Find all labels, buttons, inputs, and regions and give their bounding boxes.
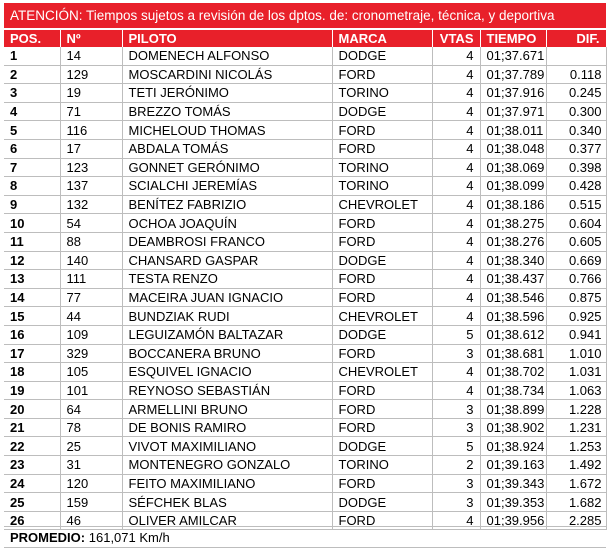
cell-number: 120 <box>60 474 122 493</box>
cell-brand: FORD <box>332 214 432 233</box>
cell-pos: 8 <box>4 177 60 196</box>
cell-brand: TORINO <box>332 456 432 475</box>
cell-time: 01;38.902 <box>480 418 546 437</box>
cell-driver: LEGUIZAMÓN BALTAZAR <box>122 325 332 344</box>
table-row <box>4 139 606 158</box>
cell-driver: DOMENECH ALFONSO <box>122 47 332 65</box>
cell-time: 01;38.011 <box>480 121 546 140</box>
cell-diff: 2.285 <box>546 511 606 530</box>
notice-banner: ATENCIÓN: Tiempos sujetos a revisión de los dptos. de: cronometraje, técnica, y deportiva <box>4 3 606 28</box>
cell-diff: 1.492 <box>546 456 606 475</box>
cell-time: 01;37.916 <box>480 84 546 103</box>
cell-time: 01;39.343 <box>480 474 546 493</box>
cell-pos: 17 <box>4 344 60 363</box>
cell-pos: 1 <box>4 47 60 65</box>
cell-driver: BREZZO TOMÁS <box>122 102 332 121</box>
cell-brand: TORINO <box>332 158 432 177</box>
cell-driver: BENÍTEZ FABRIZIO <box>122 195 332 214</box>
cell-brand: DODGE <box>332 251 432 270</box>
cell-driver: ARMELLINI BRUNO <box>122 400 332 419</box>
cell-time: 01;38.437 <box>480 270 546 289</box>
cell-diff: 0.515 <box>546 195 606 214</box>
cell-brand: DODGE <box>332 325 432 344</box>
table-row <box>4 270 606 289</box>
cell-time: 01;38.048 <box>480 139 546 158</box>
cell-driver: GONNET GERÓNIMO <box>122 158 332 177</box>
cell-brand: FORD <box>332 400 432 419</box>
cell-time: 01;38.546 <box>480 288 546 307</box>
cell-time: 01;39.163 <box>480 456 546 475</box>
cell-number: 54 <box>60 214 122 233</box>
table-row <box>4 251 606 270</box>
cell-time: 01;37.671 <box>480 47 546 65</box>
cell-laps: 4 <box>432 177 480 196</box>
cell-driver: BOCCANERA BRUNO <box>122 344 332 363</box>
cell-number: 78 <box>60 418 122 437</box>
cell-number: 77 <box>60 288 122 307</box>
cell-brand: DODGE <box>332 437 432 456</box>
cell-driver: ESQUIVEL IGNACIO <box>122 363 332 382</box>
cell-laps: 4 <box>432 121 480 140</box>
cell-time: 01;37.789 <box>480 65 546 84</box>
cell-time: 01;38.899 <box>480 400 546 419</box>
cell-driver: OLIVER AMILCAR <box>122 511 332 530</box>
table-row <box>4 344 606 363</box>
cell-time: 01;38.612 <box>480 325 546 344</box>
cell-diff: 0.340 <box>546 121 606 140</box>
cell-laps: 4 <box>432 232 480 251</box>
cell-driver: SCIALCHI JEREMÍAS <box>122 177 332 196</box>
col-header-time: TIEMPO <box>480 30 546 47</box>
table-row <box>4 158 606 177</box>
col-header-driver: PILOTO <box>122 30 332 47</box>
table-row <box>4 307 606 326</box>
cell-laps: 3 <box>432 418 480 437</box>
table-row <box>4 400 606 419</box>
table-row <box>4 381 606 400</box>
cell-time: 01;38.924 <box>480 437 546 456</box>
table-row <box>4 363 606 382</box>
cell-pos: 4 <box>4 102 60 121</box>
cell-diff: 0.875 <box>546 288 606 307</box>
cell-brand: DODGE <box>332 493 432 512</box>
cell-number: 159 <box>60 493 122 512</box>
table-row <box>4 493 606 512</box>
cell-brand: TORINO <box>332 84 432 103</box>
cell-diff: 1.231 <box>546 418 606 437</box>
cell-driver: ABDALA TOMÁS <box>122 139 332 158</box>
cell-driver: CHANSARD GASPAR <box>122 251 332 270</box>
cell-pos: 13 <box>4 270 60 289</box>
cell-pos: 14 <box>4 288 60 307</box>
cell-driver: DEAMBROSI FRANCO <box>122 232 332 251</box>
cell-laps: 4 <box>432 158 480 177</box>
cell-brand: FORD <box>332 474 432 493</box>
cell-laps: 4 <box>432 511 480 530</box>
cell-time: 01;37.971 <box>480 102 546 121</box>
cell-brand: FORD <box>332 381 432 400</box>
cell-laps: 3 <box>432 474 480 493</box>
cell-number: 105 <box>60 363 122 382</box>
cell-driver: MOSCARDINI NICOLÁS <box>122 65 332 84</box>
cell-diff: 0.118 <box>546 65 606 84</box>
col-header-laps: VTAS <box>432 30 480 47</box>
cell-diff: 1.031 <box>546 363 606 382</box>
cell-driver: FEITO MAXIMILIANO <box>122 474 332 493</box>
cell-pos: 6 <box>4 139 60 158</box>
col-header-number: Nº <box>60 30 122 47</box>
cell-diff: 0.766 <box>546 270 606 289</box>
cell-driver: TETI JERÓNIMO <box>122 84 332 103</box>
cell-laps: 4 <box>432 288 480 307</box>
cell-driver: VIVOT MAXIMILIANO <box>122 437 332 456</box>
cell-number: 329 <box>60 344 122 363</box>
cell-laps: 4 <box>432 195 480 214</box>
cell-pos: 19 <box>4 381 60 400</box>
table-row <box>4 84 606 103</box>
cell-number: 101 <box>60 381 122 400</box>
cell-pos: 21 <box>4 418 60 437</box>
cell-number: 123 <box>60 158 122 177</box>
cell-pos: 16 <box>4 325 60 344</box>
cell-pos: 22 <box>4 437 60 456</box>
cell-number: 25 <box>60 437 122 456</box>
cell-pos: 15 <box>4 307 60 326</box>
cell-laps: 4 <box>432 84 480 103</box>
cell-pos: 23 <box>4 456 60 475</box>
cell-number: 14 <box>60 47 122 65</box>
cell-driver: OCHOA JOAQUÍN <box>122 214 332 233</box>
table-row <box>4 102 606 121</box>
cell-number: 31 <box>60 456 122 475</box>
cell-brand: FORD <box>332 270 432 289</box>
cell-pos: 3 <box>4 84 60 103</box>
cell-diff: 0.377 <box>546 139 606 158</box>
cell-brand: FORD <box>332 288 432 307</box>
cell-number: 137 <box>60 177 122 196</box>
cell-diff: 0.941 <box>546 325 606 344</box>
cell-pos: 18 <box>4 363 60 382</box>
cell-number: 111 <box>60 270 122 289</box>
cell-diff: 0.398 <box>546 158 606 177</box>
cell-brand: FORD <box>332 511 432 530</box>
cell-number: 132 <box>60 195 122 214</box>
average-speed <box>4 526 606 548</box>
cell-number: 17 <box>60 139 122 158</box>
cell-diff: 0.300 <box>546 102 606 121</box>
cell-pos: 26 <box>4 511 60 530</box>
cell-pos: 20 <box>4 400 60 419</box>
cell-brand: DODGE <box>332 47 432 65</box>
cell-laps: 5 <box>432 437 480 456</box>
table-row <box>4 288 606 307</box>
average-label: PROMEDIO: <box>10 530 86 545</box>
cell-driver: MONTENEGRO GONZALO <box>122 456 332 475</box>
table-row <box>4 232 606 251</box>
table-row <box>4 47 606 65</box>
cell-laps: 4 <box>432 214 480 233</box>
cell-pos: 25 <box>4 493 60 512</box>
cell-diff: 0.925 <box>546 307 606 326</box>
cell-number: 109 <box>60 325 122 344</box>
cell-laps: 4 <box>432 47 480 65</box>
cell-diff: 1.672 <box>546 474 606 493</box>
table-row <box>4 325 606 344</box>
cell-brand: FORD <box>332 65 432 84</box>
cell-brand: FORD <box>332 344 432 363</box>
cell-number: 46 <box>60 511 122 530</box>
cell-brand: FORD <box>332 232 432 251</box>
table-header-row <box>4 30 606 47</box>
cell-time: 01;38.276 <box>480 232 546 251</box>
cell-diff: 0.604 <box>546 214 606 233</box>
cell-time: 01;39.956 <box>480 511 546 530</box>
table-row <box>4 418 606 437</box>
cell-brand: FORD <box>332 418 432 437</box>
cell-driver: TESTA RENZO <box>122 270 332 289</box>
cell-brand: CHEVROLET <box>332 195 432 214</box>
cell-brand: FORD <box>332 121 432 140</box>
cell-diff: 1.063 <box>546 381 606 400</box>
cell-diff: 0.428 <box>546 177 606 196</box>
cell-number: 140 <box>60 251 122 270</box>
cell-time: 01;38.069 <box>480 158 546 177</box>
cell-laps: 4 <box>432 251 480 270</box>
cell-brand: CHEVROLET <box>332 363 432 382</box>
table-row <box>4 474 606 493</box>
cell-diff: 0.669 <box>546 251 606 270</box>
cell-diff: 1.010 <box>546 344 606 363</box>
cell-pos: 7 <box>4 158 60 177</box>
cell-time: 01;38.734 <box>480 381 546 400</box>
cell-laps: 4 <box>432 102 480 121</box>
cell-pos: 11 <box>4 232 60 251</box>
cell-laps: 4 <box>432 270 480 289</box>
cell-diff: 1.253 <box>546 437 606 456</box>
cell-driver: DE BONIS RAMIRO <box>122 418 332 437</box>
cell-brand: FORD <box>332 139 432 158</box>
table-row <box>4 456 606 475</box>
cell-time: 01;38.702 <box>480 363 546 382</box>
cell-laps: 4 <box>432 381 480 400</box>
table-row <box>4 65 606 84</box>
cell-laps: 4 <box>432 139 480 158</box>
cell-laps: 3 <box>432 344 480 363</box>
cell-number: 116 <box>60 121 122 140</box>
cell-diff: 0.605 <box>546 232 606 251</box>
table-row <box>4 195 606 214</box>
cell-number: 88 <box>60 232 122 251</box>
cell-pos: 10 <box>4 214 60 233</box>
col-header-pos: POS. <box>4 30 60 47</box>
cell-driver: REYNOSO SEBASTIÁN <box>122 381 332 400</box>
cell-number: 71 <box>60 102 122 121</box>
cell-driver: SÉFCHEK BLAS <box>122 493 332 512</box>
cell-time: 01;39.353 <box>480 493 546 512</box>
col-header-diff: DIF. <box>546 30 606 47</box>
cell-diff: 1.682 <box>546 493 606 512</box>
cell-pos: 12 <box>4 251 60 270</box>
cell-number: 129 <box>60 65 122 84</box>
cell-laps: 3 <box>432 493 480 512</box>
cell-brand: TORINO <box>332 177 432 196</box>
cell-laps: 4 <box>432 65 480 84</box>
table-row <box>4 177 606 196</box>
cell-diff: 0.245 <box>546 84 606 103</box>
cell-time: 01;38.186 <box>480 195 546 214</box>
cell-laps: 4 <box>432 363 480 382</box>
cell-number: 44 <box>60 307 122 326</box>
cell-driver: MICHELOUD THOMAS <box>122 121 332 140</box>
cell-time: 01;38.340 <box>480 251 546 270</box>
cell-pos: 9 <box>4 195 60 214</box>
cell-pos: 2 <box>4 65 60 84</box>
cell-driver: BUNDZIAK RUDI <box>122 307 332 326</box>
table-row <box>4 121 606 140</box>
results-table <box>4 30 607 530</box>
cell-pos: 5 <box>4 121 60 140</box>
cell-diff: 1.228 <box>546 400 606 419</box>
cell-brand: CHEVROLET <box>332 307 432 326</box>
cell-laps: 5 <box>432 325 480 344</box>
cell-pos: 24 <box>4 474 60 493</box>
cell-number: 19 <box>60 84 122 103</box>
table-row <box>4 214 606 233</box>
col-header-brand: MARCA <box>332 30 432 47</box>
cell-time: 01;38.681 <box>480 344 546 363</box>
cell-laps: 2 <box>432 456 480 475</box>
cell-diff <box>546 47 606 65</box>
cell-driver: MACEIRA JUAN IGNACIO <box>122 288 332 307</box>
average-value: 161,071 Km/h <box>88 530 170 545</box>
cell-time: 01;38.596 <box>480 307 546 326</box>
cell-laps: 4 <box>432 307 480 326</box>
cell-brand: DODGE <box>332 102 432 121</box>
cell-number: 64 <box>60 400 122 419</box>
cell-time: 01;38.275 <box>480 214 546 233</box>
table-row <box>4 437 606 456</box>
cell-time: 01;38.099 <box>480 177 546 196</box>
cell-laps: 3 <box>432 400 480 419</box>
